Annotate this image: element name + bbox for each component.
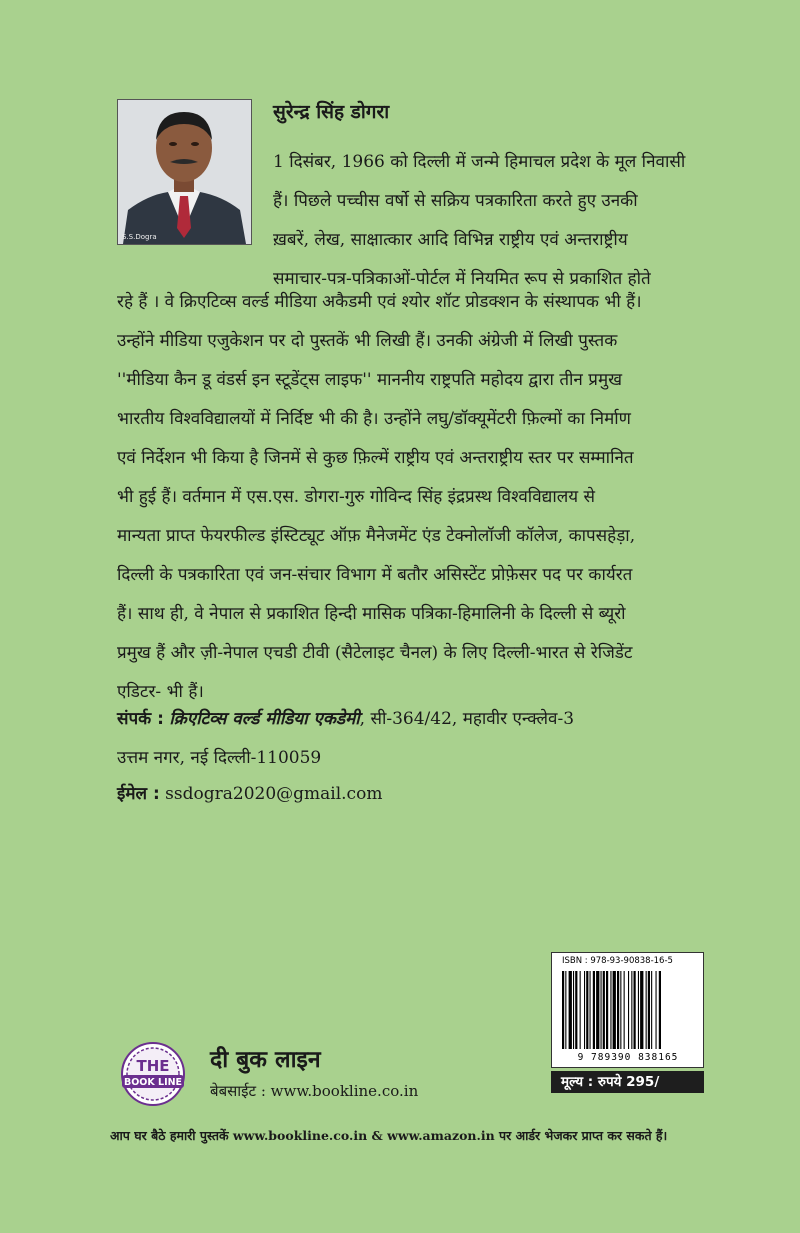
barcode-bar <box>562 971 564 1049</box>
barcode-bar <box>580 971 581 1049</box>
barcode-bar <box>569 971 572 1049</box>
barcode-bar <box>586 971 588 1049</box>
publisher-logo <box>120 1041 186 1107</box>
barcode-bar <box>638 971 639 1049</box>
barcode-bar <box>613 971 616 1049</box>
bio-line: ख़बरें, लेख, साक्षात्कार आदि विभिन्न राष्ट्रीय एवं अन्तराष्ट्रीय <box>273 230 628 250</box>
barcode-bar <box>590 971 591 1049</box>
barcode-bar <box>575 971 577 1049</box>
barcode-bar <box>634 971 636 1049</box>
bio-line: उन्होंने मीडिया एजुकेशन पर दो पुस्तकें भी लिखी हैं। उनकी अंग्रेजी में लिखी पुस्तक <box>117 331 618 351</box>
barcode-bar <box>648 971 650 1049</box>
barcode-bar <box>631 971 632 1049</box>
bio-line: दिल्ली के पत्रकारिता एवं जन-संचार विभाग में बतौर असिस्टेंट प्रोफ़ेसर पद पर कार्यरत <box>117 565 633 585</box>
bio-line: ''मीडिया कैन डू वंडर्स इन स्टूडेंट्स लाइफ'' माननीय राष्ट्रपति महोदय द्वारा तीन प्रमुख <box>117 370 623 390</box>
barcode-bar <box>601 971 602 1049</box>
barcode-bar <box>656 971 657 1049</box>
bio-line: भारतीय विश्वविद्यालयों में निर्दिष्ट भी की है। उन्होंने लघु/डॉक्यूमेंटरी फ़िल्मों का निर्माण <box>117 409 631 429</box>
bio-line: एडिटर- भी हैं। <box>117 682 204 702</box>
barcode-bar <box>628 971 629 1049</box>
logo-top-text: THE <box>136 1057 170 1075</box>
bio-line: भी हुई हैं। वर्तमान में एस.एस. डोगरा-गुरु गोविन्द सिंह इंद्रप्रस्थ विश्वविद्यालय से <box>117 487 596 507</box>
author-name: सुरेन्द्र सिंह डोगरा <box>273 101 390 123</box>
bio-intro <box>273 143 771 299</box>
footer-order-note: आप घर बैठे हमारी पुस्तकें www.bookline.co.in & www.amazon.in पर आर्डर भेजकर प्राप्त कर सकते हैं। <box>110 1128 668 1143</box>
barcode-number: 9 789390 838165 <box>577 1052 679 1063</box>
contact-organization: क्रिएटिव्स वर्ल्ड मीडिया एकडेमी <box>169 709 360 729</box>
author-photo <box>117 99 252 245</box>
photo-caption: S.S.Dogra <box>122 233 157 241</box>
publisher-website[interactable]: बेबसाईट : www.bookline.co.in <box>210 1082 419 1100</box>
barcode-bar <box>640 971 643 1049</box>
barcode-bars <box>560 971 696 1051</box>
barcode-bar <box>584 971 585 1049</box>
logo-bottom-text: BOOK LINE <box>123 1077 183 1088</box>
email-address[interactable]: ssdogra2020@gmail.com <box>165 784 383 804</box>
isbn-barcode <box>551 952 704 1068</box>
barcode-bar <box>646 971 647 1049</box>
bio-line: हैं। पिछले पच्चीस वर्षो से सक्रिय पत्रकारिता करते हुए उनकी <box>273 191 638 211</box>
isbn-text: ISBN : 978-93-90838-16-5 <box>562 956 673 966</box>
publisher-name: दी बुक लाइन <box>210 1047 321 1073</box>
barcode-bar <box>651 971 652 1049</box>
barcode-bar <box>624 971 625 1049</box>
bio-line: 1 दिसंबर, 1966 को दिल्ली में जन्मे हिमाचल प्रदेश के मूल निवासी <box>273 152 686 172</box>
bio-line: समाचार-पत्र-पत्रिकाओं-पोर्टल में नियमित रूप से प्रकाशित होते <box>273 269 651 289</box>
bio-line: प्रमुख हैं और ज़ी-नेपाल एचडी टीवी (सैटेलाइट चैनल) के लिए दिल्ली-भारत से रेजिडेंट <box>117 643 633 663</box>
bio-line: एवं निर्देशन भी किया है जिनमें से कुछ फ़िल्में राष्ट्रीय एवं अन्तराष्ट्रीय स्तर पर सम्मानित <box>117 448 634 468</box>
bio-line: हैं। साथ ही, वे नेपाल से प्रकाशित हिन्दी मासिक पत्रिका-हिमालिनी के दिल्ली से ब्यूरो <box>117 604 626 624</box>
bio-line: रहे हैं । वे क्रिएटिव्स वर्ल्ड मीडिया अकैडमी एवं श्योर शॉट प्रोडक्शन के संस्थापक भी हैं। <box>117 292 642 312</box>
barcode-bar <box>606 971 608 1049</box>
bio-main <box>117 283 771 712</box>
email-label: ईमेल : <box>117 784 160 804</box>
barcode-bar <box>593 971 595 1049</box>
contact-label: संपर्क : <box>117 709 164 729</box>
barcode-bar <box>617 971 619 1049</box>
barcode-bar <box>610 971 611 1049</box>
bio-line: मान्यता प्राप्त फेयरफील्ड इंस्टिट्यूट ऑफ़ मैनेजमेंट एंड टेक्नोलॉजी कॉलेज, कापसहेड़ा, <box>117 526 636 546</box>
email-row <box>117 781 382 804</box>
price-tag: मूल्य : रुपये 295/ <box>551 1071 704 1093</box>
contact-block <box>117 700 777 778</box>
contact-address-1: , सी-364/42, महावीर एन्क्लेव-3 <box>359 709 575 729</box>
contact-address-2: उत्तम नगर, नई दिल्ली-110059 <box>117 748 322 768</box>
barcode-bar <box>573 971 574 1049</box>
barcode-bar <box>659 971 661 1049</box>
barcode-bar <box>620 971 621 1049</box>
contact-row-1 <box>117 700 777 739</box>
barcode-bar <box>596 971 599 1049</box>
barcode-bar <box>565 971 566 1049</box>
barcode-bar <box>603 971 605 1049</box>
